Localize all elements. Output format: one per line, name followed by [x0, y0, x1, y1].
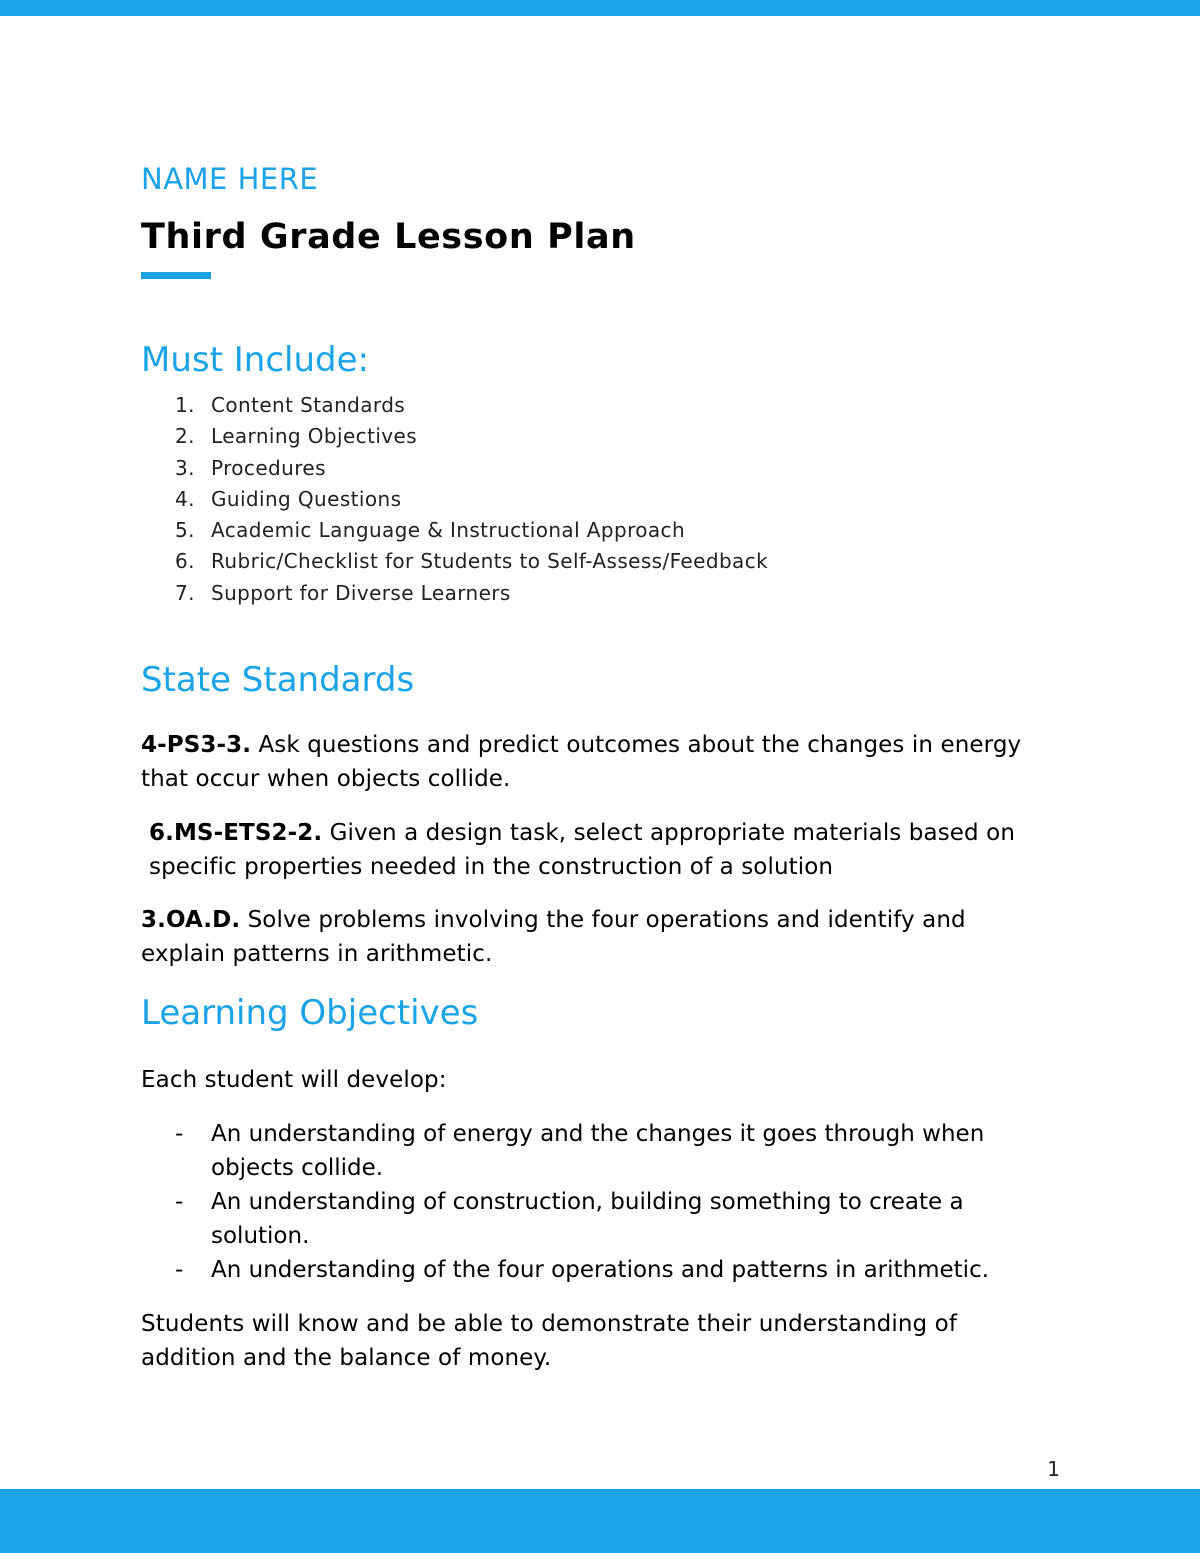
- standard-text: Given a design task, select appropriate materials based on specific properties needed in the construction of a solution: [149, 820, 1015, 880]
- list-text: Support for Diverse Learners: [211, 580, 511, 605]
- list-number: 2.: [175, 424, 195, 449]
- bottom-accent-bar: [0, 1489, 1200, 1553]
- standard-code: 3.OA.D.: [141, 907, 241, 933]
- title-underline: [141, 272, 211, 279]
- list-text: Academic Language & Instructional Approach: [211, 518, 686, 543]
- list-item: [141, 1253, 1041, 1287]
- list-number: 4.: [175, 486, 195, 511]
- must-include-heading: Must Include:: [141, 340, 369, 380]
- list-text: Procedures: [211, 455, 326, 480]
- document-title: Third Grade Lesson Plan: [141, 217, 636, 257]
- author-name: NAME HERE: [141, 162, 319, 196]
- standard-text: Ask questions and predict outcomes about the changes in energy that occur when objects collide.: [141, 732, 1022, 792]
- list-number: 7.: [175, 580, 195, 605]
- state-standards-heading: State Standards: [141, 660, 415, 700]
- bullet-text: An understanding of energy and the changes it goes through when objects collide.: [211, 1121, 985, 1181]
- list-item: [141, 1117, 1041, 1185]
- bullet-text: An understanding of construction, building something to create a solution.: [211, 1189, 964, 1249]
- list-number: 5.: [175, 518, 195, 543]
- objectives-list: [141, 1117, 1041, 1287]
- bullet-marker: -: [175, 1189, 184, 1215]
- list-number: 3.: [175, 455, 195, 480]
- bullet-marker: -: [175, 1121, 184, 1147]
- top-accent-bar: [0, 0, 1200, 16]
- list-item: [141, 1185, 1041, 1253]
- standard-paragraph: [149, 816, 1049, 884]
- standard-paragraph: [141, 903, 1041, 971]
- objectives-closing: Students will know and be able to demonstrate their understanding of addition and the balance of money.: [141, 1311, 958, 1371]
- bullet-marker: -: [175, 1257, 184, 1283]
- standard-code: 4-PS3-3.: [141, 732, 252, 758]
- list-number: 6.: [175, 549, 195, 574]
- list-text: Learning Objectives: [211, 424, 418, 449]
- learning-objectives-heading: Learning Objectives: [141, 993, 479, 1033]
- bullet-text: An understanding of the four operations and patterns in arithmetic.: [211, 1257, 990, 1283]
- standard-text: Solve problems involving the four operations and identify and explain patterns in arithmetic.: [141, 907, 966, 967]
- objectives-intro: Each student will develop:: [141, 1067, 447, 1093]
- list-text: Rubric/Checklist for Students to Self-Assess/Feedback: [211, 549, 769, 574]
- page-number: 1: [1047, 1457, 1060, 1481]
- standard-code: 6.MS-ETS2-2.: [149, 820, 323, 846]
- list-text: Content Standards: [211, 393, 406, 417]
- standard-paragraph: [141, 728, 1041, 796]
- list-number: 1.: [175, 393, 195, 417]
- list-text: Guiding Questions: [211, 486, 402, 511]
